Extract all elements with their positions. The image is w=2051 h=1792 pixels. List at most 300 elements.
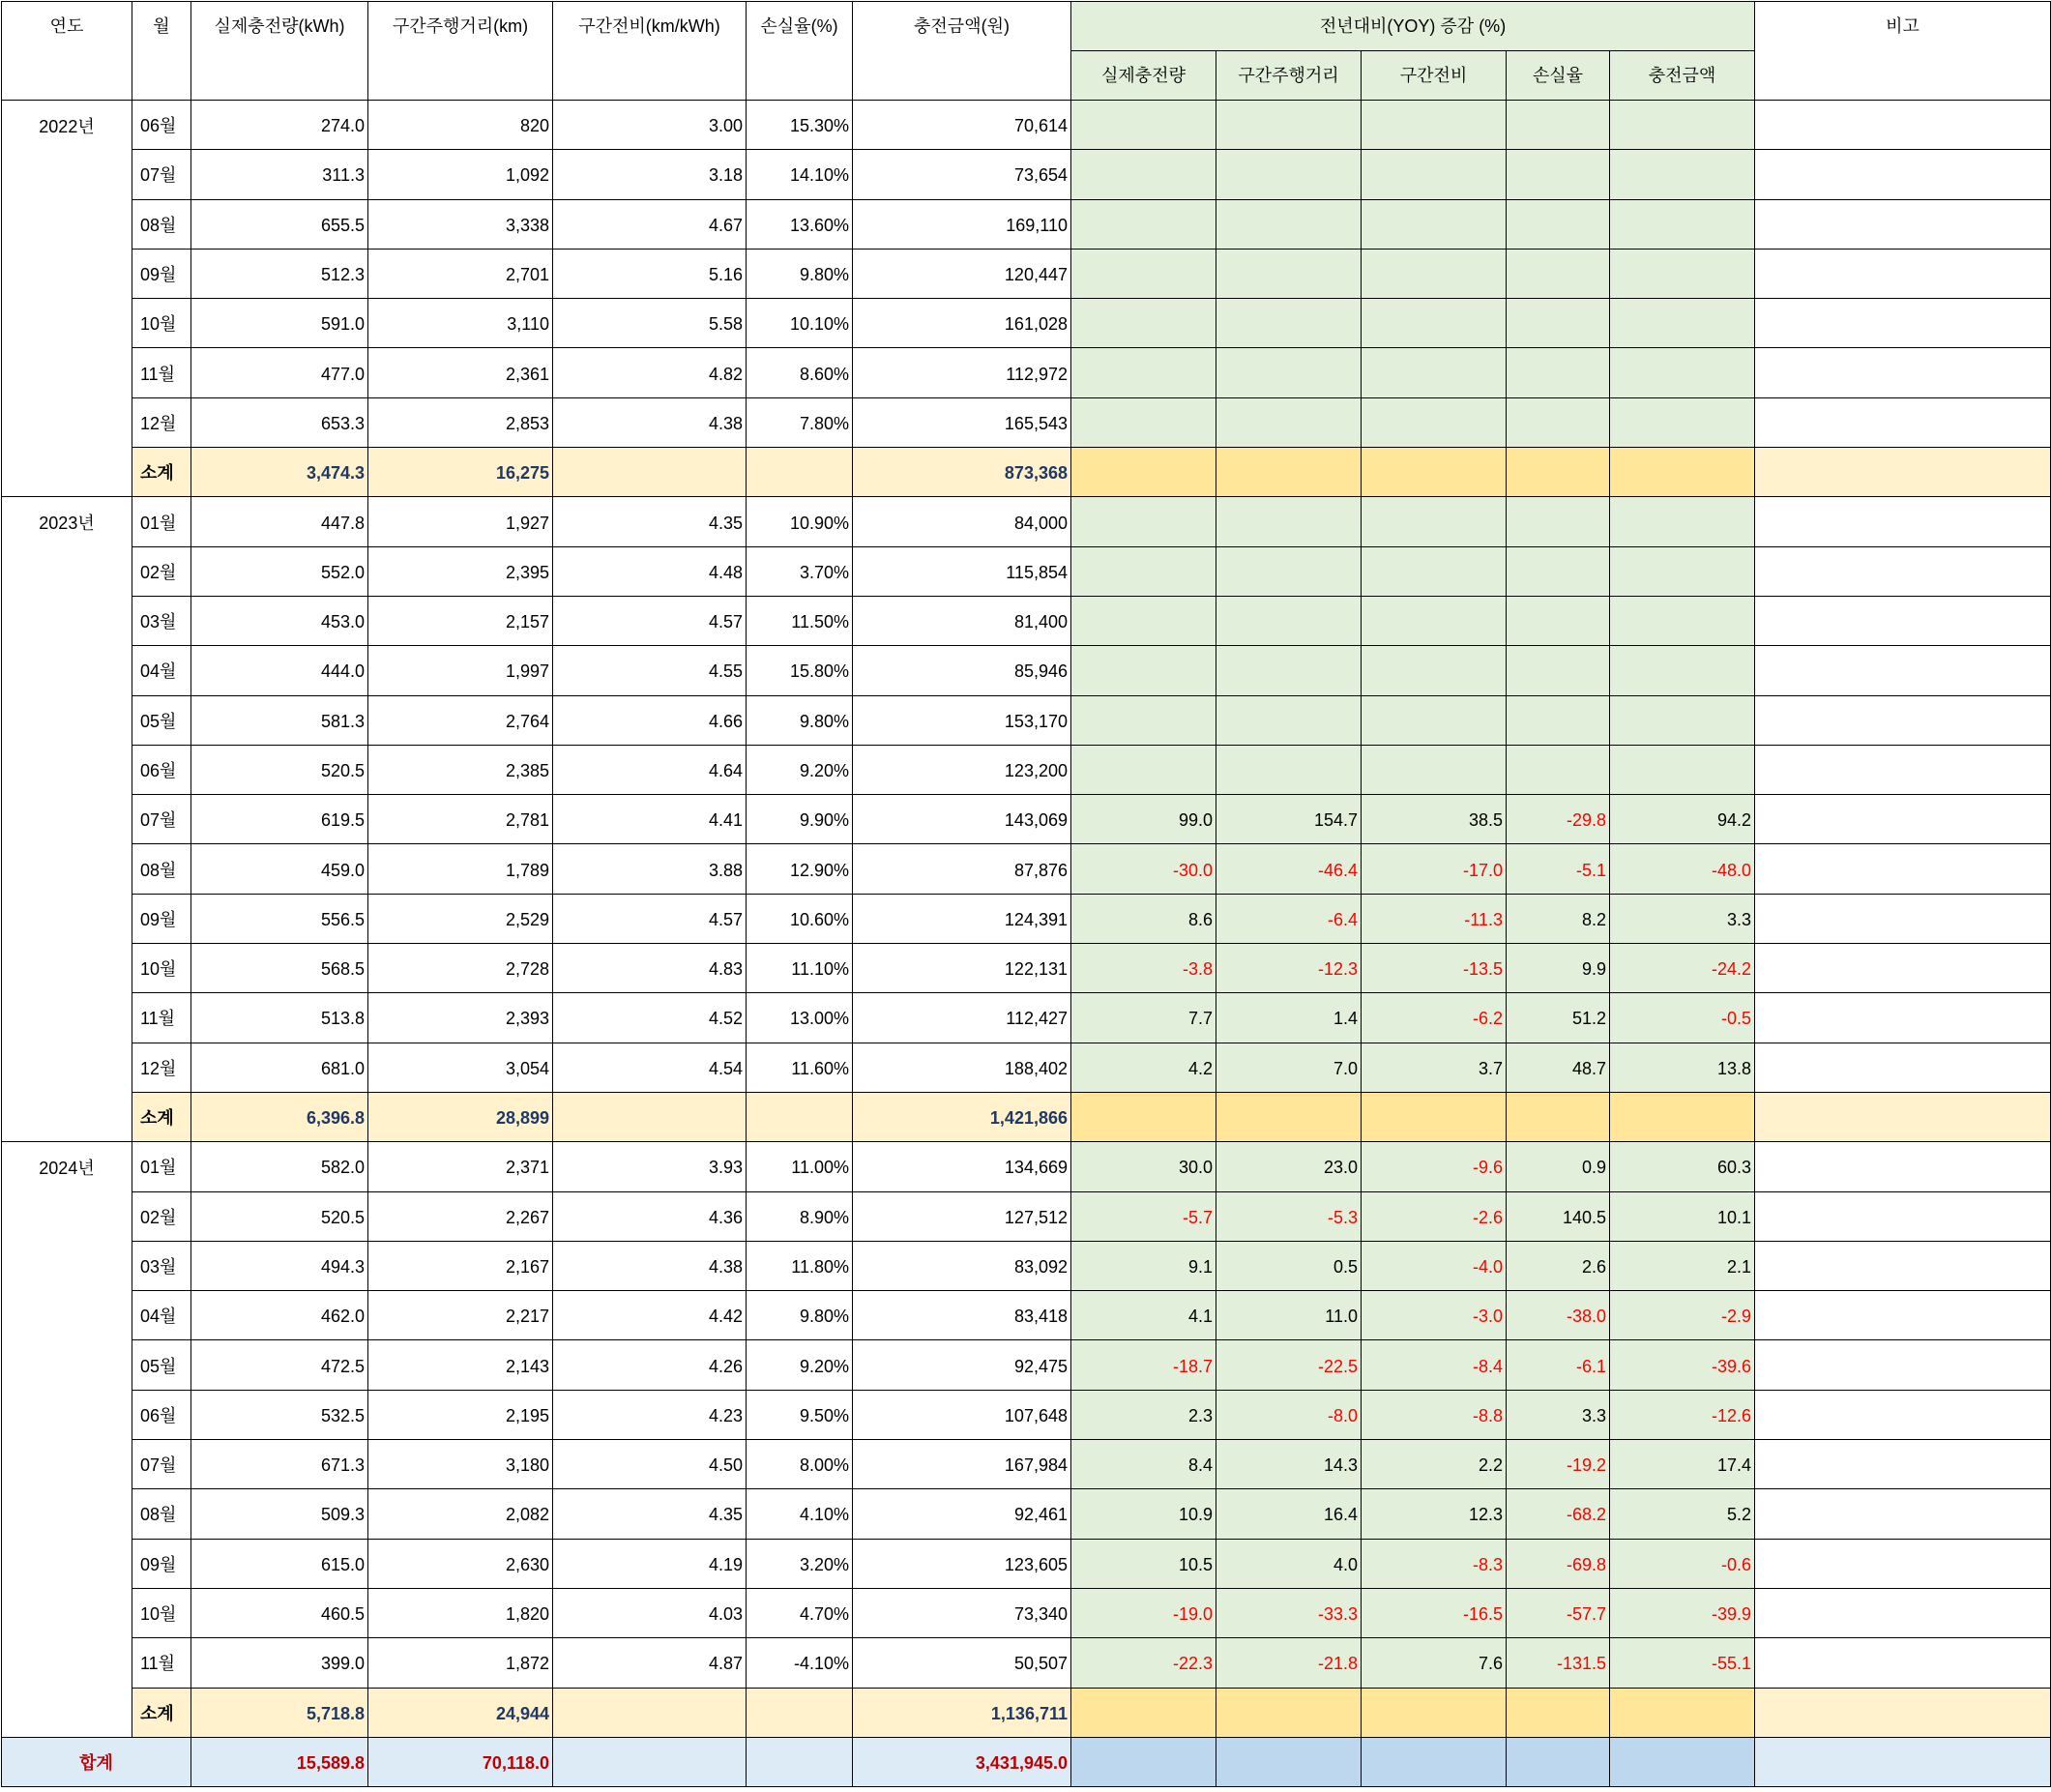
subtotal-charge-cell: 3,474.3 <box>191 448 368 497</box>
efficiency-cell: 4.87 <box>553 1638 747 1688</box>
yoy-charge-cell: -22.3 <box>1071 1638 1216 1688</box>
ev-charging-summary-table <box>1 1 2051 1787</box>
month-cell: 03월 <box>132 596 191 645</box>
month-cell: 09월 <box>132 249 191 298</box>
amount-cell: 107,648 <box>853 1390 1071 1439</box>
charge-cell: 552.0 <box>191 546 368 596</box>
subtotal-amount-cell: 1,421,866 <box>853 1092 1071 1141</box>
yoy-efficiency-cell <box>1362 101 1507 150</box>
yoy-charge-cell: 9.1 <box>1071 1241 1216 1290</box>
yoy-amount-cell <box>1610 299 1755 348</box>
distance-cell: 2,361 <box>368 348 553 397</box>
header-yoy-loss: 손실율 <box>1507 51 1610 101</box>
yoy-charge-cell <box>1071 745 1216 794</box>
loss-cell: 15.30% <box>747 101 853 150</box>
distance-cell: 2,529 <box>368 894 553 943</box>
month-cell: 01월 <box>132 497 191 546</box>
header-efficiency: 구간전비(km/kWh) <box>553 2 747 101</box>
amount-cell: 124,391 <box>853 894 1071 943</box>
charge-cell: 311.3 <box>191 150 368 199</box>
yoy-loss-cell <box>1507 596 1610 645</box>
subtotal-charge-cell: 6,396.8 <box>191 1092 368 1141</box>
yoy-distance-cell: -22.5 <box>1216 1340 1362 1390</box>
yoy-charge-cell <box>1071 249 1216 298</box>
header-yoy-charge: 실제충전량 <box>1071 51 1216 101</box>
efficiency-cell: 4.35 <box>553 1489 747 1539</box>
month-row <box>2 150 2051 199</box>
loss-cell: 8.90% <box>747 1191 853 1241</box>
yoy-loss-cell <box>1507 646 1610 695</box>
distance-cell: 2,701 <box>368 249 553 298</box>
subtotal-row <box>2 1688 2051 1737</box>
yoy-charge-cell: 8.4 <box>1071 1440 1216 1489</box>
yoy-amount-cell <box>1610 646 1755 695</box>
distance-cell: 3,180 <box>368 1440 553 1489</box>
yoy-distance-cell: 0.5 <box>1216 1241 1362 1290</box>
header-note: 비고 <box>1755 2 2051 101</box>
yoy-efficiency-cell: -13.5 <box>1362 944 1507 993</box>
subtotal-yoy-amount-cell <box>1610 1092 1755 1141</box>
efficiency-cell: 4.64 <box>553 745 747 794</box>
charge-cell: 615.0 <box>191 1539 368 1588</box>
loss-cell: 12.90% <box>747 844 853 894</box>
month-cell: 03월 <box>132 1241 191 1290</box>
yoy-charge-cell: 7.7 <box>1071 993 1216 1043</box>
note-cell <box>1755 745 2051 794</box>
month-row <box>2 249 2051 298</box>
yoy-efficiency-cell: 3.7 <box>1362 1043 1507 1092</box>
yoy-charge-cell <box>1071 348 1216 397</box>
yoy-loss-cell <box>1507 695 1610 745</box>
month-row <box>2 993 2051 1043</box>
yoy-charge-cell <box>1071 646 1216 695</box>
yoy-loss-cell: 8.2 <box>1507 894 1610 943</box>
note-cell <box>1755 1539 2051 1588</box>
month-cell: 08월 <box>132 199 191 249</box>
efficiency-cell: 5.16 <box>553 249 747 298</box>
yoy-loss-cell: -131.5 <box>1507 1638 1610 1688</box>
charge-cell: 459.0 <box>191 844 368 894</box>
month-cell: 06월 <box>132 745 191 794</box>
charge-cell: 494.3 <box>191 1241 368 1290</box>
loss-cell: 11.10% <box>747 944 853 993</box>
yoy-distance-cell <box>1216 150 1362 199</box>
distance-cell: 2,217 <box>368 1291 553 1340</box>
amount-cell: 123,605 <box>853 1539 1071 1588</box>
yoy-efficiency-cell: 2.2 <box>1362 1440 1507 1489</box>
yoy-charge-cell: 30.0 <box>1071 1142 1216 1191</box>
distance-cell: 2,781 <box>368 795 553 844</box>
yoy-distance-cell: -33.3 <box>1216 1588 1362 1637</box>
efficiency-cell: 4.52 <box>553 993 747 1043</box>
subtotal-row <box>2 1092 2051 1141</box>
yoy-charge-cell <box>1071 546 1216 596</box>
subtotal-distance-cell: 24,944 <box>368 1688 553 1737</box>
yoy-efficiency-cell <box>1362 150 1507 199</box>
subtotal-yoy-distance-cell <box>1216 1092 1362 1141</box>
yoy-distance-cell: -12.3 <box>1216 944 1362 993</box>
loss-cell: 3.20% <box>747 1539 853 1588</box>
amount-cell: 122,131 <box>853 944 1071 993</box>
distance-cell: 2,267 <box>368 1191 553 1241</box>
yoy-loss-cell: 48.7 <box>1507 1043 1610 1092</box>
subtotal-yoy-efficiency-cell <box>1362 1688 1507 1737</box>
month-row <box>2 1043 2051 1092</box>
yoy-amount-cell: -24.2 <box>1610 944 1755 993</box>
charge-cell: 453.0 <box>191 596 368 645</box>
amount-cell: 115,854 <box>853 546 1071 596</box>
loss-cell: 9.80% <box>747 249 853 298</box>
yoy-charge-cell: 4.1 <box>1071 1291 1216 1340</box>
note-cell <box>1755 1191 2051 1241</box>
yoy-loss-cell <box>1507 497 1610 546</box>
yoy-amount-cell <box>1610 546 1755 596</box>
yoy-loss-cell <box>1507 397 1610 447</box>
amount-cell: 165,543 <box>853 397 1071 447</box>
month-row <box>2 497 2051 546</box>
month-cell: 08월 <box>132 844 191 894</box>
loss-cell: 9.20% <box>747 745 853 794</box>
efficiency-cell: 4.83 <box>553 944 747 993</box>
charge-cell: 655.5 <box>191 199 368 249</box>
loss-cell: -4.10% <box>747 1638 853 1688</box>
yoy-amount-cell <box>1610 199 1755 249</box>
month-cell: 08월 <box>132 1489 191 1539</box>
efficiency-cell: 4.36 <box>553 1191 747 1241</box>
subtotal-yoy-charge-cell <box>1071 1092 1216 1141</box>
efficiency-cell: 4.38 <box>553 1241 747 1290</box>
note-cell <box>1755 397 2051 447</box>
yoy-distance-cell: -5.3 <box>1216 1191 1362 1241</box>
yoy-amount-cell <box>1610 397 1755 447</box>
yoy-distance-cell <box>1216 299 1362 348</box>
yoy-amount-cell <box>1610 497 1755 546</box>
subtotal-loss-cell <box>747 448 853 497</box>
amount-cell: 92,461 <box>853 1489 1071 1539</box>
yoy-amount-cell: -0.5 <box>1610 993 1755 1043</box>
subtotal-efficiency-cell <box>553 1688 747 1737</box>
charge-cell: 582.0 <box>191 1142 368 1191</box>
yoy-distance-cell <box>1216 546 1362 596</box>
yoy-loss-cell <box>1507 249 1610 298</box>
yoy-loss-cell: -19.2 <box>1507 1440 1610 1489</box>
efficiency-cell: 3.88 <box>553 844 747 894</box>
month-cell: 12월 <box>132 1043 191 1092</box>
amount-cell: 73,654 <box>853 150 1071 199</box>
yoy-charge-cell: -19.0 <box>1071 1588 1216 1637</box>
yoy-loss-cell: 2.6 <box>1507 1241 1610 1290</box>
note-cell <box>1755 596 2051 645</box>
charge-cell: 556.5 <box>191 894 368 943</box>
distance-cell: 2,195 <box>368 1390 553 1439</box>
charge-cell: 520.5 <box>191 1191 368 1241</box>
note-cell <box>1755 993 2051 1043</box>
subtotal-label: 소계 <box>132 1688 191 1737</box>
subtotal-yoy-distance-cell <box>1216 1688 1362 1737</box>
month-cell: 01월 <box>132 1142 191 1191</box>
month-cell: 05월 <box>132 1340 191 1390</box>
distance-cell: 1,789 <box>368 844 553 894</box>
month-row <box>2 1241 2051 1290</box>
month-cell: 04월 <box>132 646 191 695</box>
yoy-distance-cell <box>1216 497 1362 546</box>
amount-cell: 85,946 <box>853 646 1071 695</box>
yoy-distance-cell <box>1216 646 1362 695</box>
yoy-loss-cell <box>1507 348 1610 397</box>
note-cell <box>1755 348 2051 397</box>
yoy-distance-cell <box>1216 348 1362 397</box>
efficiency-cell: 4.50 <box>553 1440 747 1489</box>
yoy-amount-cell <box>1610 249 1755 298</box>
distance-cell: 3,110 <box>368 299 553 348</box>
amount-cell: 83,418 <box>853 1291 1071 1340</box>
subtotal-amount-cell: 1,136,711 <box>853 1688 1071 1737</box>
yoy-loss-cell: 3.3 <box>1507 1390 1610 1439</box>
distance-cell: 2,143 <box>368 1340 553 1390</box>
yoy-efficiency-cell <box>1362 497 1507 546</box>
month-row <box>2 1588 2051 1637</box>
distance-cell: 2,167 <box>368 1241 553 1290</box>
charge-cell: 472.5 <box>191 1340 368 1390</box>
header-row <box>2 2 2051 51</box>
yoy-charge-cell: 8.6 <box>1071 894 1216 943</box>
charge-cell: 619.5 <box>191 795 368 844</box>
charge-cell: 532.5 <box>191 1390 368 1439</box>
yoy-amount-cell <box>1610 695 1755 745</box>
yoy-charge-cell: 99.0 <box>1071 795 1216 844</box>
total-efficiency-cell <box>553 1737 747 1786</box>
yoy-efficiency-cell <box>1362 695 1507 745</box>
yoy-amount-cell: -48.0 <box>1610 844 1755 894</box>
yoy-charge-cell: 2.3 <box>1071 1390 1216 1439</box>
yoy-efficiency-cell <box>1362 199 1507 249</box>
yoy-efficiency-cell <box>1362 348 1507 397</box>
subtotal-yoy-loss-cell <box>1507 1092 1610 1141</box>
yoy-distance-cell <box>1216 397 1362 447</box>
yoy-efficiency-cell: 12.3 <box>1362 1489 1507 1539</box>
yoy-amount-cell: 94.2 <box>1610 795 1755 844</box>
subtotal-yoy-charge-cell <box>1071 448 1216 497</box>
yoy-charge-cell: -30.0 <box>1071 844 1216 894</box>
yoy-loss-cell: -29.8 <box>1507 795 1610 844</box>
loss-cell: 9.80% <box>747 695 853 745</box>
month-row <box>2 1638 2051 1688</box>
loss-cell: 9.80% <box>747 1291 853 1340</box>
subtotal-yoy-loss-cell <box>1507 448 1610 497</box>
yoy-efficiency-cell: -4.0 <box>1362 1241 1507 1290</box>
table-body <box>2 101 2051 1787</box>
yoy-amount-cell: 13.8 <box>1610 1043 1755 1092</box>
efficiency-cell: 4.67 <box>553 199 747 249</box>
distance-cell: 2,630 <box>368 1539 553 1588</box>
note-cell <box>1755 1638 2051 1688</box>
distance-cell: 3,054 <box>368 1043 553 1092</box>
efficiency-cell: 3.00 <box>553 101 747 150</box>
yoy-efficiency-cell <box>1362 745 1507 794</box>
loss-cell: 11.50% <box>747 596 853 645</box>
month-row <box>2 101 2051 150</box>
yoy-charge-cell <box>1071 695 1216 745</box>
loss-cell: 13.60% <box>747 199 853 249</box>
note-cell <box>1755 646 2051 695</box>
distance-cell: 820 <box>368 101 553 150</box>
efficiency-cell: 4.26 <box>553 1340 747 1390</box>
yoy-loss-cell <box>1507 101 1610 150</box>
subtotal-yoy-amount-cell <box>1610 448 1755 497</box>
month-row <box>2 1489 2051 1539</box>
yoy-efficiency-cell <box>1362 397 1507 447</box>
distance-cell: 2,385 <box>368 745 553 794</box>
yoy-loss-cell <box>1507 745 1610 794</box>
loss-cell: 10.60% <box>747 894 853 943</box>
month-cell: 02월 <box>132 1191 191 1241</box>
distance-cell: 1,997 <box>368 646 553 695</box>
month-cell: 12월 <box>132 397 191 447</box>
note-cell <box>1755 249 2051 298</box>
total-yoy-distance-cell <box>1216 1737 1362 1786</box>
yoy-amount-cell <box>1610 101 1755 150</box>
amount-cell: 167,984 <box>853 1440 1071 1489</box>
month-row <box>2 596 2051 645</box>
yoy-efficiency-cell <box>1362 299 1507 348</box>
month-row <box>2 1440 2051 1489</box>
charge-cell: 591.0 <box>191 299 368 348</box>
loss-cell: 13.00% <box>747 993 853 1043</box>
month-cell: 02월 <box>132 546 191 596</box>
month-cell: 11월 <box>132 348 191 397</box>
distance-cell: 2,393 <box>368 993 553 1043</box>
yoy-distance-cell: 154.7 <box>1216 795 1362 844</box>
yoy-distance-cell: 23.0 <box>1216 1142 1362 1191</box>
subtotal-loss-cell <box>747 1092 853 1141</box>
year-cell: 2023년 <box>2 497 132 1142</box>
yoy-amount-cell: -12.6 <box>1610 1390 1755 1439</box>
amount-cell: 134,669 <box>853 1142 1071 1191</box>
yoy-charge-cell: -5.7 <box>1071 1191 1216 1241</box>
yoy-charge-cell <box>1071 397 1216 447</box>
loss-cell: 11.80% <box>747 1241 853 1290</box>
subtotal-efficiency-cell <box>553 448 747 497</box>
note-cell <box>1755 1241 2051 1290</box>
amount-cell: 112,427 <box>853 993 1071 1043</box>
amount-cell: 83,092 <box>853 1241 1071 1290</box>
distance-cell: 1,092 <box>368 150 553 199</box>
yoy-amount-cell <box>1610 596 1755 645</box>
yoy-efficiency-cell: -3.0 <box>1362 1291 1507 1340</box>
yoy-loss-cell: -57.7 <box>1507 1588 1610 1637</box>
charge-cell: 509.3 <box>191 1489 368 1539</box>
efficiency-cell: 4.19 <box>553 1539 747 1588</box>
month-cell: 09월 <box>132 894 191 943</box>
yoy-distance-cell <box>1216 596 1362 645</box>
total-loss-cell <box>747 1737 853 1786</box>
yoy-loss-cell <box>1507 546 1610 596</box>
yoy-charge-cell: -18.7 <box>1071 1340 1216 1390</box>
loss-cell: 15.80% <box>747 646 853 695</box>
yoy-loss-cell: -5.1 <box>1507 844 1610 894</box>
note-cell <box>1755 1440 2051 1489</box>
month-row <box>2 944 2051 993</box>
month-row <box>2 1539 2051 1588</box>
efficiency-cell: 4.35 <box>553 497 747 546</box>
yoy-distance-cell: -6.4 <box>1216 894 1362 943</box>
header-yoy-group: 전년대비(YOY) 증감 (%) <box>1071 2 1755 51</box>
distance-cell: 2,395 <box>368 546 553 596</box>
yoy-charge-cell: 10.5 <box>1071 1539 1216 1588</box>
charge-cell: 447.8 <box>191 497 368 546</box>
yoy-distance-cell: -8.0 <box>1216 1390 1362 1439</box>
amount-cell: 70,614 <box>853 101 1071 150</box>
yoy-distance-cell: -21.8 <box>1216 1638 1362 1688</box>
note-cell <box>1755 101 2051 150</box>
total-note-cell <box>1755 1737 2051 1786</box>
yoy-loss-cell: -6.1 <box>1507 1340 1610 1390</box>
header-month: 월 <box>132 2 191 101</box>
charge-cell: 399.0 <box>191 1638 368 1688</box>
month-row <box>2 299 2051 348</box>
amount-cell: 73,340 <box>853 1588 1071 1637</box>
total-yoy-loss-cell <box>1507 1737 1610 1786</box>
note-cell <box>1755 944 2051 993</box>
subtotal-yoy-distance-cell <box>1216 448 1362 497</box>
yoy-charge-cell: 4.2 <box>1071 1043 1216 1092</box>
subtotal-yoy-efficiency-cell <box>1362 1092 1507 1141</box>
header-year: 연도 <box>2 2 132 101</box>
yoy-charge-cell <box>1071 101 1216 150</box>
distance-cell: 1,872 <box>368 1638 553 1688</box>
month-row <box>2 1390 2051 1439</box>
efficiency-cell: 4.55 <box>553 646 747 695</box>
subtotal-note-cell <box>1755 448 2051 497</box>
month-cell: 11월 <box>132 1638 191 1688</box>
month-cell: 06월 <box>132 1390 191 1439</box>
subtotal-yoy-amount-cell <box>1610 1688 1755 1737</box>
yoy-loss-cell: -38.0 <box>1507 1291 1610 1340</box>
loss-cell: 10.10% <box>747 299 853 348</box>
subtotal-amount-cell: 873,368 <box>853 448 1071 497</box>
efficiency-cell: 5.58 <box>553 299 747 348</box>
yoy-charge-cell <box>1071 299 1216 348</box>
yoy-loss-cell: 51.2 <box>1507 993 1610 1043</box>
yoy-distance-cell: 11.0 <box>1216 1291 1362 1340</box>
efficiency-cell: 4.41 <box>553 795 747 844</box>
charge-cell: 681.0 <box>191 1043 368 1092</box>
note-cell <box>1755 497 2051 546</box>
note-cell <box>1755 695 2051 745</box>
loss-cell: 7.80% <box>747 397 853 447</box>
yoy-loss-cell: 140.5 <box>1507 1191 1610 1241</box>
yoy-distance-cell <box>1216 695 1362 745</box>
yoy-efficiency-cell: -2.6 <box>1362 1191 1507 1241</box>
table-header <box>2 2 2051 101</box>
note-cell <box>1755 1142 2051 1191</box>
efficiency-cell: 4.66 <box>553 695 747 745</box>
subtotal-note-cell <box>1755 1688 2051 1737</box>
yoy-efficiency-cell: -8.8 <box>1362 1390 1507 1439</box>
yoy-loss-cell: 9.9 <box>1507 944 1610 993</box>
month-row <box>2 199 2051 249</box>
month-cell: 05월 <box>132 695 191 745</box>
total-amount-cell: 3,431,945.0 <box>853 1737 1071 1786</box>
yoy-efficiency-cell: -17.0 <box>1362 844 1507 894</box>
yoy-efficiency-cell <box>1362 546 1507 596</box>
subtotal-charge-cell: 5,718.8 <box>191 1688 368 1737</box>
efficiency-cell: 3.93 <box>553 1142 747 1191</box>
amount-cell: 50,507 <box>853 1638 1071 1688</box>
distance-cell: 2,082 <box>368 1489 553 1539</box>
subtotal-label: 소계 <box>132 448 191 497</box>
yoy-distance-cell: 7.0 <box>1216 1043 1362 1092</box>
